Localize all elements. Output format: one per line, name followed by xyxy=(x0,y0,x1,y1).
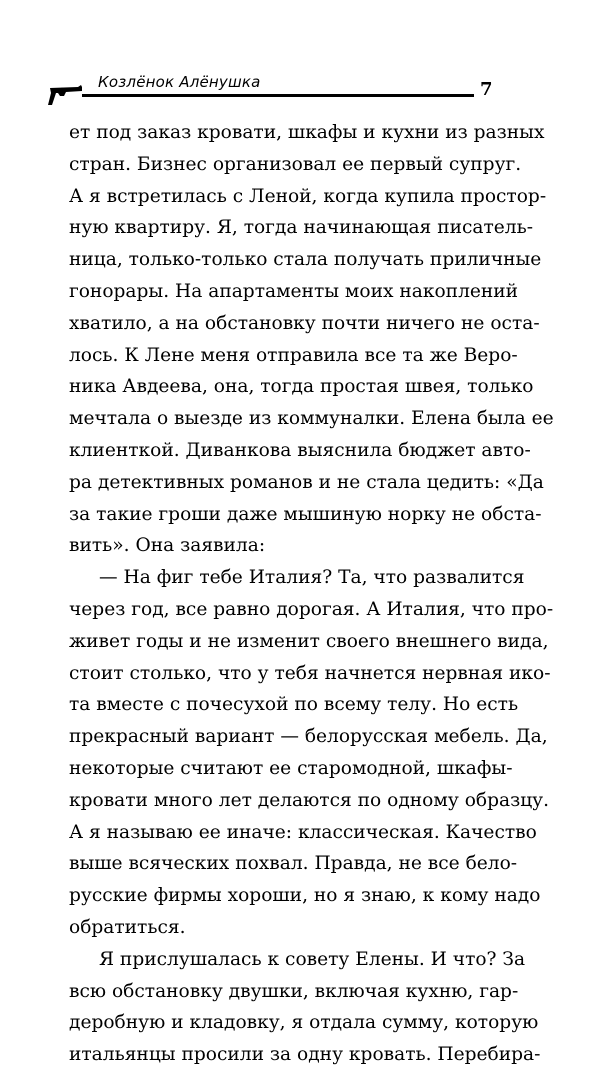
text-line: ную квартиру. Я, тогда начинающая писатель- xyxy=(69,217,533,239)
running-title: Козлёнок Алёнушка xyxy=(98,73,261,91)
text-line: лось. К Лене меня отправила все та же Веро- xyxy=(69,344,518,366)
text-line: А я называю ее иначе: классическая. Качество xyxy=(69,821,537,843)
text-line: стран. Бизнес организовал ее первый супруг. xyxy=(69,153,522,175)
text-line: живет годы и не изменит своего внешнего вида, xyxy=(69,630,549,652)
text-line: через год, все равно дорогая. А Италия, что про- xyxy=(69,598,554,620)
paragraph xyxy=(69,117,554,562)
text-line: кровати много лет делаются по одному образцу. xyxy=(69,789,550,811)
page-header xyxy=(48,68,493,118)
text-line: ника Авдеева, она, тогда простая швея, только xyxy=(69,376,534,398)
paragraph xyxy=(69,944,541,1071)
text-line: прекрасный вариант — белорусская мебель. Да, xyxy=(69,726,548,748)
text-line: некоторые считают ее старомодной, шкафы- xyxy=(69,757,513,779)
text-line: выше всяческих похвал. Правда, не все бело- xyxy=(69,853,518,875)
text-line: ница, только-только стала получать приличные xyxy=(69,249,542,271)
text-line: А я встретилась с Леной, когда купила простор- xyxy=(69,185,547,207)
text-line: гонорары. На апартаменты моих накоплений xyxy=(69,280,519,302)
text-line: Я прислушалась к совету Елены. И что? За xyxy=(99,948,526,970)
header-rule xyxy=(82,94,474,97)
text-line: — На фиг тебе Италия? Та, что развалится xyxy=(99,567,525,589)
page-number: 7 xyxy=(480,79,493,100)
text-line: деробную и кладовку, я отдала сумму, которую xyxy=(69,1012,539,1034)
text-line: мечтала о выезде из коммуналки. Елена была ее xyxy=(69,408,554,430)
text-line: итальянцы просили за одну кровать. Перебира- xyxy=(69,1044,541,1066)
text-line: всю обстановку двушки, включая кухню, гар- xyxy=(69,980,519,1002)
text-line: стоит столько, что у тебя начнется нервная ико- xyxy=(69,662,551,684)
text-line: за такие гроши даже мышиную норку не обста- xyxy=(69,503,542,525)
body-text xyxy=(69,117,554,1071)
text-line: обратиться. xyxy=(69,916,186,938)
paragraph xyxy=(69,562,554,944)
text-line: ра детективных романов и не стала цедить: «Да xyxy=(69,471,544,493)
text-line: хватило, а на обстановку почти ничего не оста- xyxy=(69,312,540,334)
text-line: та вместе с почесухой по всему телу. Но есть xyxy=(69,694,519,716)
text-line: ет под заказ кровати, шкафы и кухни из разных xyxy=(69,122,545,143)
text-line: русские фирмы хороши, но я знаю, к кому надо xyxy=(69,885,541,907)
text-line: вить». Она заявила: xyxy=(69,535,266,557)
text-line: клиенткой. Диванкова выяснила бюджет авто- xyxy=(69,439,531,461)
revolver-icon xyxy=(48,84,84,106)
